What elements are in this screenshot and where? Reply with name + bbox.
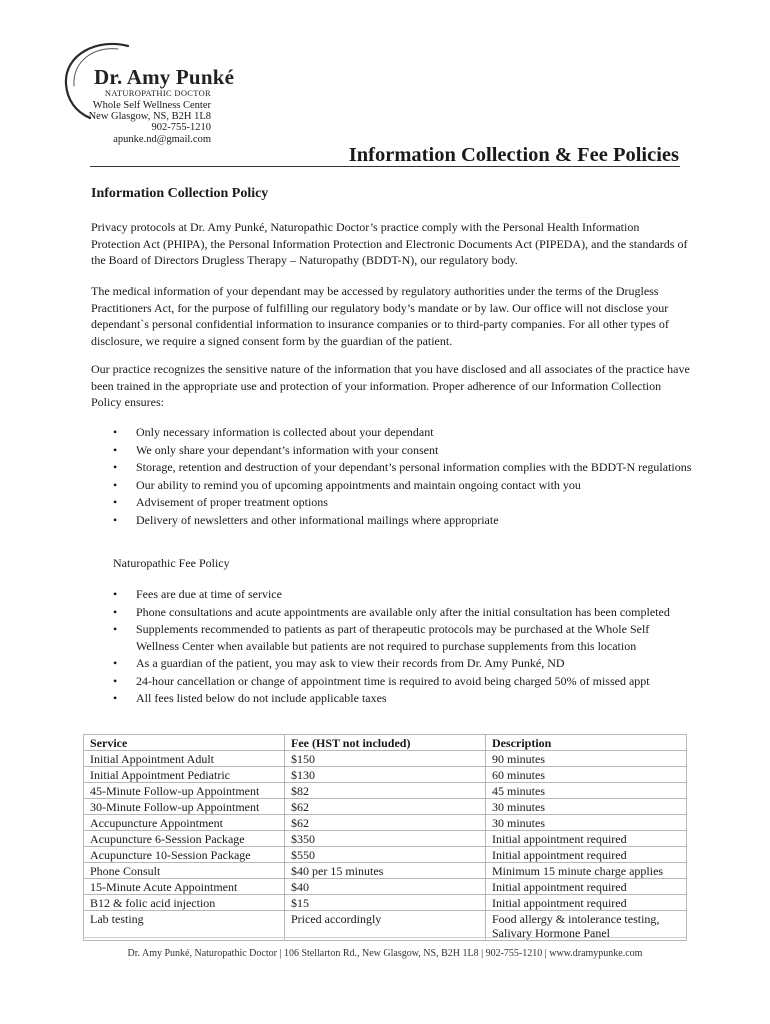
fee-cell: $15 xyxy=(285,895,486,911)
table-row xyxy=(84,911,687,941)
table-row xyxy=(84,895,687,911)
footer-divider xyxy=(83,937,687,938)
page-footer: Dr. Amy Punké, Naturopathic Doctor | 106 Stellarton Rd., New Glasgow, NS, B2H 1L8 | 902-755-1210 | www.dramypunke.com xyxy=(127,948,643,959)
table-header-row xyxy=(84,735,687,751)
fee-cell: Priced accordingly xyxy=(285,911,486,941)
list-item-text: All fees listed below do not include applicable taxes xyxy=(136,691,387,705)
paragraph: Privacy protocols at Dr. Amy Punké, Naturopathic Doctor’s practice comply with the Personal Health Information Protection Act (PHIPA), the Personal Information Protection and Electronic Documents Act (PIPEDA), and the standards of the Board of Directors Drugless Therapy – Naturopathy (BDDT-N), our regulatory body. xyxy=(91,220,688,267)
bullet-glyph: • xyxy=(113,604,118,619)
fee-cell: $150 xyxy=(285,751,486,767)
list-item-text: Storage, retention and destruction of your dependant’s personal information complies with the BDDT-N regulations xyxy=(136,460,692,474)
list-item xyxy=(113,477,693,494)
column-header-service: Service xyxy=(84,735,285,751)
bullet-glyph: • xyxy=(113,691,118,705)
paragraph: Our practice recognizes the sensitive nature of the information that you have disclosed and all associates of the practice have been trained in the appropriate use and protection of your information. Proper adherence of our Information Collection Policy ensures: xyxy=(91,362,690,409)
list-item xyxy=(113,512,693,529)
service-cell: B12 & folic acid injection xyxy=(84,895,285,911)
fee-policy-bullet-list xyxy=(113,586,693,708)
fee-cell: $40 per 15 minutes xyxy=(285,863,486,879)
bullet-glyph: • xyxy=(113,425,118,439)
info-policy-bullet-list xyxy=(113,424,693,529)
description-cell: Initial appointment required xyxy=(486,831,687,847)
title-underline xyxy=(90,166,680,167)
list-item-text: Fees are due at time of service xyxy=(136,587,282,601)
list-item-text: Only necessary information is collected about your dependant xyxy=(136,425,434,439)
list-item xyxy=(113,655,693,672)
description-cell: Minimum 15 minute charge applies xyxy=(486,863,687,879)
bullet-glyph: • xyxy=(113,442,118,457)
fee-table xyxy=(83,734,687,941)
list-item-text: We only share your dependant’s information with your consent xyxy=(136,442,439,457)
description-cell: Initial appointment required xyxy=(486,847,687,863)
service-cell: 30-Minute Follow-up Appointment xyxy=(84,799,285,815)
fee-cell: $62 xyxy=(285,815,486,831)
bullet-glyph: • xyxy=(113,460,118,474)
bullet-glyph: • xyxy=(113,587,118,601)
list-item-text: 24-hour cancellation or change of appointment time is required to avoid being charged 50% of missed appt xyxy=(136,673,650,688)
list-item xyxy=(113,604,693,621)
list-item-text: Supplements recommended to patients as part of therapeutic protocols may be purchased at the Whole Self Wellness Center when available but patients are not required to purchase supplements from this location xyxy=(136,622,650,653)
table-row xyxy=(84,831,687,847)
practitioner-name: Dr. Amy Punké xyxy=(94,65,235,89)
list-item xyxy=(113,424,693,441)
bullet-glyph: • xyxy=(113,495,118,509)
description-cell: Initial appointment required xyxy=(486,895,687,911)
table-row xyxy=(84,847,687,863)
bullet-glyph: • xyxy=(113,622,118,636)
section-heading-fee-policy: Naturopathic Fee Policy xyxy=(113,556,230,570)
description-cell: 30 minutes xyxy=(486,815,687,831)
column-header-fee: Fee (HST not included) xyxy=(285,735,486,751)
column-header-description: Description xyxy=(486,735,687,751)
bullet-glyph: • xyxy=(113,512,118,527)
description-cell: Food allergy & intolerance testing, Salivary Hormone Panel xyxy=(486,911,687,941)
list-item xyxy=(113,494,693,511)
description-cell: 90 minutes xyxy=(486,751,687,767)
address-line: New Glasgow, NS, B2H 1L8 xyxy=(88,111,211,122)
table-row xyxy=(84,863,687,879)
table-row xyxy=(84,799,687,815)
description-cell: 45 minutes xyxy=(486,783,687,799)
service-cell: 45-Minute Follow-up Appointment xyxy=(84,783,285,799)
description-cell: 30 minutes xyxy=(486,799,687,815)
service-cell: Initial Appointment Pediatric xyxy=(84,767,285,783)
fee-cell: $82 xyxy=(285,783,486,799)
service-cell: Lab testing xyxy=(84,911,285,941)
fee-cell: $62 xyxy=(285,799,486,815)
phone-number: 902-755-1210 xyxy=(151,122,211,133)
table-row xyxy=(84,767,687,783)
list-item-text: Delivery of newsletters and other informational mailings where appropriate xyxy=(136,512,499,527)
document-title: Information Collection & Fee Policies xyxy=(348,144,679,166)
list-item-text: Our ability to remind you of upcoming appointments and maintain ongoing contact with you xyxy=(136,477,581,492)
list-item xyxy=(113,621,693,654)
bullet-glyph: • xyxy=(113,656,118,670)
table-row xyxy=(84,751,687,767)
bullet-glyph: • xyxy=(113,477,118,492)
service-cell: Phone Consult xyxy=(84,863,285,879)
list-item-text: Advisement of proper treatment options xyxy=(136,495,328,509)
fee-cell: $130 xyxy=(285,767,486,783)
table-row xyxy=(84,783,687,799)
practitioner-title: NATUROPATHIC DOCTOR xyxy=(104,88,211,98)
list-item xyxy=(113,673,693,690)
address-line: Whole Self Wellness Center xyxy=(92,100,211,111)
bullet-glyph: • xyxy=(113,673,118,688)
fee-cell: $350 xyxy=(285,831,486,847)
fee-cell: $550 xyxy=(285,847,486,863)
list-item xyxy=(113,459,693,476)
fee-cell: $40 xyxy=(285,879,486,895)
description-cell: 60 minutes xyxy=(486,767,687,783)
list-item xyxy=(113,690,693,707)
table-row xyxy=(84,879,687,895)
service-cell: 15-Minute Acute Appointment xyxy=(84,879,285,895)
service-cell: Accupuncture Appointment xyxy=(84,815,285,831)
paragraph: The medical information of your dependant may be accessed by regulatory authorities under the terms of the Drugless Practitioners Act, for the purpose of fulfilling our regulatory body’s mandate or by law. Our office will not disclose your dependant`s personal confidential information to insurance companies or to third-party companies. For all other types of disclosure, we require a signed consent form by the guardian of the patient. xyxy=(91,284,669,348)
table-row xyxy=(84,815,687,831)
service-cell: Acupuncture 6-Session Package xyxy=(84,831,285,847)
list-item-text: As a guardian of the patient, you may ask to view their records from Dr. Amy Punké, ND xyxy=(136,656,565,670)
list-item-text: Phone consultations and acute appointments are available only after the initial consultation has been completed xyxy=(136,604,670,619)
list-item xyxy=(113,442,693,459)
email-address: apunke.nd@gmail.com xyxy=(113,134,211,145)
service-cell: Acupuncture 10-Session Package xyxy=(84,847,285,863)
service-cell: Initial Appointment Adult xyxy=(84,751,285,767)
description-cell: Initial appointment required xyxy=(486,879,687,895)
section-heading-information-collection: Information Collection Policy xyxy=(91,186,269,201)
list-item xyxy=(113,586,693,603)
